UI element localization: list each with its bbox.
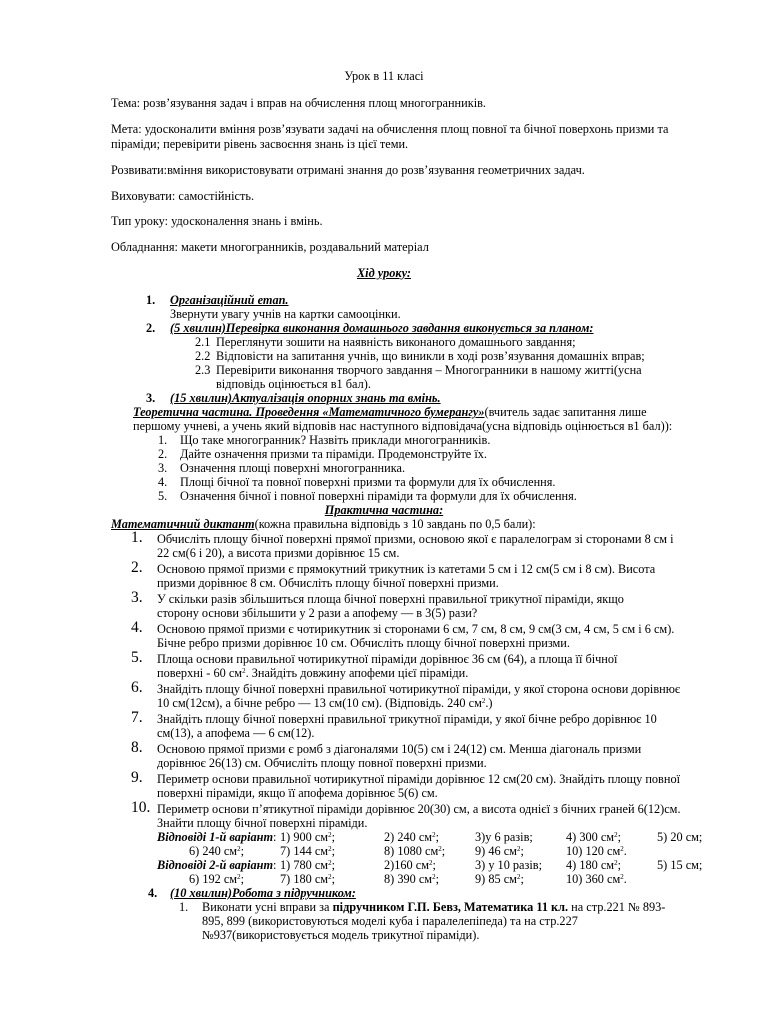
stage4-item-line-3: №937(використовується модель трикутної піраміди). — [202, 928, 480, 942]
stage1-text: Звернути увагу учнів на картки самооцінки. — [170, 307, 401, 321]
task-text: Площа основи правильної чотирикутної піраміди дорівнює 36 см (64), а площа її бічної — [157, 652, 618, 666]
answer-cell: 2)160 $см^2$; — [384, 858, 436, 872]
answer-cell: 8) 1080 $см^2$; — [384, 844, 446, 858]
superscript: 2 — [242, 667, 246, 675]
answer-cell: 4) 180 $см^2$; — [566, 858, 621, 872]
question-text: Дайте означення призми та піраміди. Продемонструйте їх. — [180, 447, 487, 461]
answer-value: 9) 85 см — [475, 872, 517, 886]
stage2-item-text-cont: відповідь оцінюється в1 бал). — [216, 377, 371, 391]
theory-line-2: першому учневі, а учень який відповів нас наступного відповідача(усна відповідь оцінюється в1 бал)): — [133, 419, 673, 433]
answer-value: 10) 360 см — [566, 872, 621, 886]
stage4-number: 4. — [148, 886, 158, 900]
task-text: Периметр основи правильної чотирикутної піраміди дорівнює 12 см(20 см). Знайдіть площу повної — [157, 772, 681, 786]
stage2-item-text: Перевірити виконання творчого завдання – Многогранники в нашому житті(усна — [216, 363, 642, 377]
task-number: 1. — [131, 529, 143, 546]
stage3-title: (15 хвилин)Актуалізація опорних знань та вмінь. — [170, 391, 441, 405]
task-number: 7. — [131, 709, 143, 726]
superscript: 2 — [516, 873, 521, 881]
superscript: 2 — [614, 831, 618, 839]
answer-cell: 3)у 6 разів; — [475, 830, 533, 844]
dictation-title: Математичний диктант — [111, 517, 255, 531]
superscript: 2 — [438, 845, 442, 853]
task-text: Основою прямої призми є прямокутний трикутник із катетами 5 см і 12 см(5 см і 8 см). Висота — [157, 562, 656, 576]
answer-cell: 7) 180 $см^2$; — [280, 872, 335, 886]
task-text-part: поверхні - 60 см — [157, 666, 243, 680]
task-number: 3. — [131, 589, 143, 606]
answer-value: 5) 20 см; — [657, 830, 703, 844]
practice-title: Практична частина: — [324, 503, 444, 517]
stage2-item-number: 2.3 — [195, 363, 211, 377]
task-text: дорівнює 26(13) см. Обчисліть площу повної поверхні призми. — [157, 756, 487, 770]
task-number: 8. — [131, 739, 143, 756]
answer-cell: 2) 240 $см^2$; — [384, 830, 439, 844]
stage3-number: 3. — [146, 391, 156, 405]
answer-cell: 8) 390 $см^2$; — [384, 872, 439, 886]
task-text: Знайти площу бічної поверхні піраміди. — [157, 816, 368, 830]
task-text: Знайдіть площу бічної поверхні правильної чотирикутної піраміди, у якої сторона основи дорівнює — [157, 682, 681, 696]
task-text: Бічне ребро призми дорівнює 10 см. Обчисліть площу бічної поверхні призми. — [157, 636, 570, 650]
stage1-number: 1. — [146, 293, 156, 307]
answer-cell — [657, 830, 702, 844]
superscript: 2 — [620, 873, 624, 881]
question-number: 3. — [158, 461, 168, 475]
stage4-text-part: Виконати усні вправи за — [202, 900, 333, 914]
superscript: 2 — [328, 859, 332, 867]
answer-value: 3)у 6 разів — [475, 830, 530, 844]
answer-cell: 10) 120 $см^2$. — [566, 844, 627, 858]
stage2-title: (5 хвилин)Перевірка виконання домашнього завдання виконується за планом: — [170, 321, 594, 335]
theory-line-1 — [133, 405, 647, 419]
stage4-item-line-2: 895, 899 (використовуються моделі куба і паралелепіпеда) та на стр.227 — [202, 914, 578, 928]
task-number: 4. — [131, 619, 143, 636]
dictation-line — [111, 517, 536, 531]
answer-value: 1) 780 см — [280, 858, 329, 872]
stage4-text-part: на стр.221 № 893- — [568, 900, 666, 914]
task-text: Периметр основи п’ятикутної піраміди дорівнює 20(30) см, а висота однієї з бічних граней 6(12)см. — [157, 802, 681, 816]
lesson-title: Урок в 11 класі — [344, 69, 424, 83]
question-text: Площі бічної та повної поверхні призми та формули для їх обчислення. — [180, 475, 556, 489]
superscript: 2 — [516, 845, 521, 853]
question-text: Означення бічної і повної поверхні піраміди та формули для їх обчислення. — [180, 489, 577, 503]
task-text: 22 см(6 і 20), а висота призми дорівнює 15 см. — [157, 546, 400, 560]
question-number: 1. — [158, 433, 168, 447]
question-number: 4. — [158, 475, 168, 489]
superscript: 2 — [429, 859, 433, 867]
answer-value: 7) 180 см — [280, 872, 329, 886]
answer-value: 8) 1080 см — [384, 844, 439, 858]
superscript: 2 — [328, 831, 332, 839]
task-text: см(13), а апофема — 6 см(12). — [157, 726, 315, 740]
answer-value: 2) 240 см — [384, 830, 433, 844]
answer-cell: 1) 780 $см^2$; — [280, 858, 335, 872]
task-text: призми дорівнює 8 см. Обчисліть площу бічної поверхні призми. — [157, 576, 499, 590]
topic-line: Тема: розв’язування задач і вправ на обчислення площ многогранників. — [111, 96, 486, 110]
answer-value: 8) 390 см — [384, 872, 433, 886]
question-number: 2. — [158, 447, 168, 461]
stage4-title: (10 хвилин)Робота з підручником: — [170, 886, 356, 900]
task-text-part: 10 см(12см), а бічне ребро — 13 см(10 см). (Відповідь. 240 см — [157, 696, 482, 710]
answer-value: 1) 900 см — [280, 830, 329, 844]
goal-line-2: піраміди; перевірити рівень засвоєння знань із цієї теми. — [111, 137, 409, 151]
task-text: Знайдіть площу бічної поверхні правильної трикутної піраміди, у якої бічне ребро дорівнює 10 — [157, 712, 657, 726]
answers-v1-label: Відповіді 1-й варіант — [157, 830, 274, 844]
answer-cell: 6) 192 $см^2$; — [189, 872, 244, 886]
task-number: 9. — [131, 769, 143, 786]
superscript: 2 — [620, 845, 624, 853]
answer-cell: 1) 900 $см^2$; — [280, 830, 335, 844]
superscript: 2 — [237, 845, 241, 853]
task-text: сторону основи збільшити у 2 рази а апофему — в 3(5) рази? — [157, 606, 478, 620]
task-number: 6. — [131, 679, 143, 696]
superscript: 2 — [237, 873, 241, 881]
answer-cell: 3) у 10 разів; — [475, 858, 543, 872]
answer-cell — [657, 858, 702, 872]
answer-value: 4) 300 см — [566, 830, 615, 844]
task-text: Основою прямої призми є ромб з діагоналями 10(5) см і 24(12) см. Менша діагональ призми — [157, 742, 642, 756]
answer-cell: 10) 360 $см^2$. — [566, 872, 627, 886]
stage4-item-number: 1. — [179, 900, 189, 914]
stage2-item-text: Переглянути зошити на наявність виконаного домашнього завдання; — [216, 335, 576, 349]
task-text: Основою прямої призми є чотирикутник зі сторонами 6 см, 7 см, 8 см, 9 см(3 см, 4 см, 5 см і 6 см). — [157, 622, 675, 636]
task-text — [157, 696, 493, 710]
question-number: 5. — [158, 489, 168, 503]
stage2-item-text: Відповісти на запитання учнів, що виникли в ході розв’язування домашніх вправ; — [216, 349, 645, 363]
superscript: 2 — [614, 859, 618, 867]
stage2-item-number: 2.2 — [195, 349, 211, 363]
superscript: 2 — [328, 845, 332, 853]
answer-value: 7) 144 см — [280, 844, 329, 858]
superscript: 2 — [432, 831, 436, 839]
dictation-text: (кожна правильна відповідь з 10 завдань по 0,5 бали): — [254, 517, 536, 531]
answer-cell: 6) 240 $см^2$; — [189, 844, 244, 858]
question-text: Означення площі поверхні многогранника. — [180, 461, 406, 475]
question-text: Що таке многогранник? Назвіть приклади многогранників. — [180, 433, 491, 447]
educate-line: Виховувати: самостійність. — [111, 189, 255, 203]
answers-v2-row1: Відповіді 2-й варіант: — [157, 858, 277, 872]
answer-cell: 9) 46 $см^2$; — [475, 844, 524, 858]
stage2-number: 2. — [146, 321, 156, 335]
answer-value: 4) 180 см — [566, 858, 615, 872]
superscript: 2 — [432, 873, 436, 881]
answer-value: 3) у 10 разів — [475, 858, 539, 872]
answer-cell: 7) 144 $см^2$; — [280, 844, 335, 858]
superscript: 2 — [328, 873, 332, 881]
textbook-reference: підручником Г.П. Бевз, Математика 11 кл. — [332, 900, 569, 914]
task-number: 10. — [131, 799, 151, 816]
answer-value: 5) 15 см; — [657, 858, 703, 872]
stage1-title: Організаційний етап. — [170, 293, 289, 307]
task-number: 5. — [131, 649, 143, 666]
answer-cell: 4) 300 $см^2$; — [566, 830, 621, 844]
theory-title: Теоретична частина. Проведення «Математичного бумерангу» — [133, 405, 485, 419]
answer-value: 10) 120 см — [566, 844, 621, 858]
answer-value: 2)160 см — [384, 858, 430, 872]
develop-line: Розвивати:вміння використовувати отримані знання до розв’язування геометричних задач. — [111, 163, 585, 177]
task-text — [157, 666, 468, 680]
lesson-type-line: Тип уроку: удосконалення знань і вмінь. — [111, 214, 323, 228]
stage2-item-number: 2.1 — [195, 335, 211, 349]
answers-v2-label: Відповіді 2-й варіант — [157, 858, 274, 872]
task-text: Обчисліть площу бічної поверхні прямої призми, основою якої є паралелограм зі сторонами 8 см і — [157, 532, 674, 546]
course-title: Хід уроку: — [356, 266, 411, 280]
answer-cell: 9) 85 $см^2$; — [475, 872, 524, 886]
answer-value: 9) 46 см — [475, 844, 517, 858]
task-text: У скільки разів збільшиться площа бічної поверхні правильної трикутної піраміди, якщо — [157, 592, 624, 606]
equipment-line: Обладнання: макети многогранників, роздавальний матеріал — [111, 240, 429, 254]
goal-line-1: Мета: удосконалити вміння розв’язувати задачі на обчислення площ повної та бічної поверхонь призми та — [111, 122, 669, 136]
answers-v1-row1: Відповіді 1-й варіант: — [157, 830, 277, 844]
theory-text: (вчитель задає запитання лише — [484, 405, 647, 419]
answer-value: 6) 192 см — [189, 872, 238, 886]
task-number: 2. — [131, 559, 143, 576]
task-text-part: . Знайдіть довжину апофеми цієї піраміди. — [245, 666, 469, 680]
task-text: поверхні піраміди, якщо її апофема дорівнює 5(6) см. — [157, 786, 438, 800]
task-text-part: .) — [485, 696, 493, 710]
superscript: 2 — [481, 697, 486, 705]
stage4-item-line-1 — [202, 900, 665, 914]
answer-value: 6) 240 см — [189, 844, 238, 858]
